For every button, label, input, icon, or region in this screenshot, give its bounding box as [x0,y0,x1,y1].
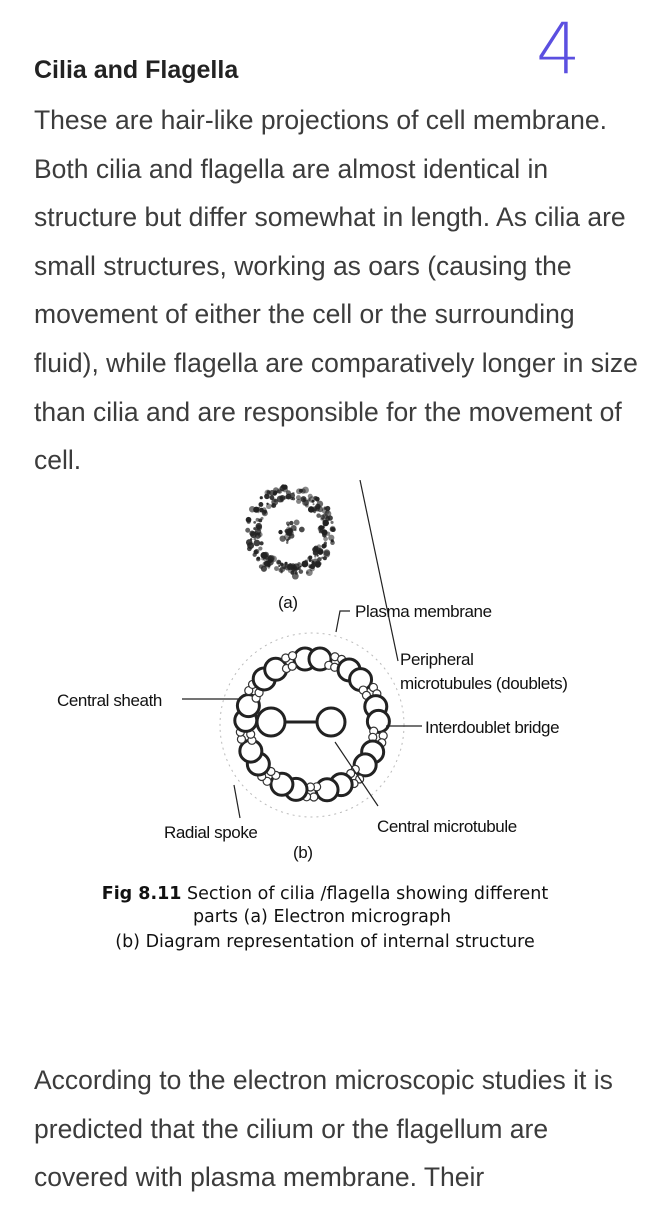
micrograph-speck [311,561,314,564]
micrograph-speck [294,520,300,526]
micrograph-speck [278,530,282,534]
micrograph-speck [286,541,288,543]
micrograph-speck [287,524,290,527]
label-radial-spoke: Radial spoke [164,823,258,842]
micrograph-speck [292,497,295,500]
handwritten-page-number: 4 [536,8,581,90]
section-title: Cilia and Flagella [34,56,239,84]
micrograph-speck [253,521,256,524]
micrograph-speck [323,530,328,535]
micrograph-speck [299,489,303,493]
micrograph-speck [288,532,292,536]
micrograph-speck [282,487,288,493]
micrograph-speck [265,490,271,496]
label-peripheral-doublets: microtubules (doublets) [400,674,568,693]
caption-line-2: parts (a) Electron micrograph [192,907,452,927]
micrograph-speck [318,526,324,532]
micrograph-speck [278,565,280,567]
micrograph-speck [271,503,276,508]
micrograph-speck [331,540,333,542]
micrograph-speck [308,555,312,559]
paragraph-intro: These are hair-like projections of cell membrane. Both cilia and flagella are almost identical in structure but differ somewhat in length. As cilia are small structures, working as oars (causing the movement of either the cell or the surrounding fluid), while flagella are comparatively longer in size than cilia and are responsible for the movement of cell. [34,105,638,476]
micrograph-speck [292,492,294,494]
micrograph-speck [270,495,275,500]
micrograph-speck [273,492,277,496]
micrograph-speck [257,525,261,529]
label-a: (a) [278,593,298,612]
micrograph-speck [311,500,314,503]
label-central-sheath: Central sheath [57,691,162,710]
micrograph-speck [259,564,263,568]
micrograph-speck [259,541,263,545]
micrograph-speck [262,511,266,515]
paragraph-continued: According to the electron microscopic studies it is predicted that the cilium or the flagellum are covered with plasma membrane. Their [34,1065,613,1193]
caption-line-1 [102,884,549,904]
caption-line-3: (b) Diagram representation of internal structure [115,932,535,952]
micrograph-speck [317,501,324,508]
label-central-microtubule: Central microtubule [377,817,517,836]
micrograph-speck [308,494,313,499]
micrograph-speck [277,490,281,494]
caption-text-1: Section of cilia /flagella showing different [181,884,549,904]
micrograph-speck [306,571,309,574]
cross-section-diagram [220,633,404,817]
micrograph-speck [303,500,309,506]
dynein-arm [288,662,296,670]
micrograph-speck [278,568,282,572]
micrograph-speck [313,503,315,505]
label-peripheral: Peripheral [400,650,474,669]
micrograph-speck [316,513,321,518]
micrograph-speck [267,563,271,567]
label-interdoublet-bridge: Interdoublet bridge [425,718,560,737]
cilia-cross-section-figure [0,480,672,970]
micrograph-speck [289,521,293,525]
micrograph-speck [274,499,277,502]
micrograph-speck [301,561,308,568]
micrograph-speck [330,526,335,531]
micrograph-speck [286,531,288,533]
micrograph-speck [297,567,300,570]
micrograph-speck [290,530,292,532]
micrograph-speck [253,550,258,555]
micrograph-speck [260,496,263,499]
micrograph-speck [296,499,301,504]
micrograph-speck [323,551,330,558]
micrograph-speck [274,566,279,571]
central-microtubule-left [257,708,285,736]
micrograph-speck [245,528,250,533]
micrograph-speck [313,550,319,556]
micrograph-speck [330,521,333,524]
caption-fig-number: Fig 8.11 [101,884,182,904]
micrograph-speck [283,496,287,500]
micrograph-speck [318,549,323,554]
micrograph-speck [317,557,322,562]
micrograph-speck [314,555,316,557]
micrograph-speck [303,498,305,500]
micrograph-speck [308,506,314,512]
micrograph-speck [247,542,254,549]
micrograph-speck [261,517,264,520]
micrograph-speck [287,496,290,499]
micrograph-speck [277,560,281,564]
micrograph-speck [284,564,291,571]
micrograph-speck [315,497,320,502]
central-microtubule-right [317,708,345,736]
micrograph-speck [266,503,272,509]
micrograph-speck [253,507,259,513]
electron-micrograph [245,484,335,579]
micrograph-speck [324,542,327,545]
micrograph-speck [258,502,263,507]
micrograph-speck [264,555,268,559]
label-b: (b) [293,843,313,862]
micrograph-speck [246,517,252,523]
micrograph-speck [299,527,305,533]
micrograph-speck [322,513,328,519]
micrograph-speck [277,496,284,503]
micrograph-speck [323,506,326,509]
micrograph-speck [258,546,262,550]
micrograph-speck [314,546,319,551]
micrograph-speck [254,540,261,547]
micrograph-speck [255,533,261,539]
label-plasma-membrane: Plasma membrane [355,602,492,621]
micrograph-speck [302,487,309,494]
micrograph-speck [256,557,261,562]
micrograph-speck [253,538,256,541]
dynein-arm [289,652,297,660]
